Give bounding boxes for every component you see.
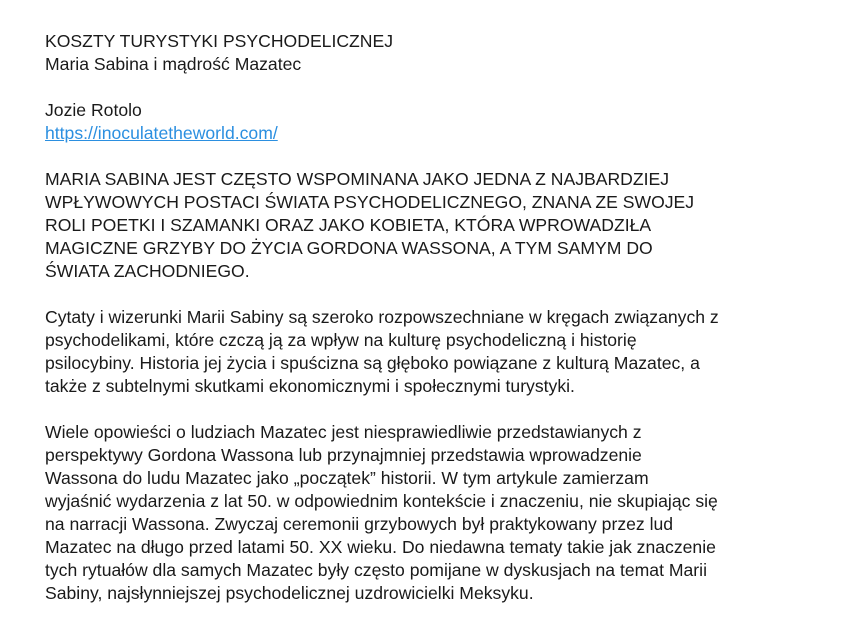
paragraph-line: wyjaśnić wydarzenia z lat 50. w odpowiednim kontekście i znaczeniu, nie skupiając się [45,491,718,511]
article-title: KOSZTY TURYSTYKI PSYCHODELICZNEJ [45,31,394,51]
paragraph-line: psychodelikami, które czczą ją za wpływ na kulturę psychodeliczną i historię [45,330,637,350]
lead-line: ŚWIATA ZACHODNIEGO. [45,261,250,281]
paragraph-line: na narracji Wassona. Zwyczaj ceremonii grzybowych był praktykowany przez lud [45,514,674,534]
paragraph-line: perspektywy Gordona Wassona lub przynajmniej przedstawia wprowadzenie [45,445,642,465]
lead-line: MAGICZNE GRZYBY DO ŻYCIA GORDONA WASSONA, A TYM SAMYM DO [45,238,653,258]
paragraph-line: także z subtelnymi skutkami ekonomicznymi i społecznymi turystyki. [45,376,575,396]
lead-line: ROLI POETKI I SZAMANKI ORAZ JAKO KOBIETA, KTÓRA WPROWADZIŁA [45,215,652,235]
spacer [45,398,845,421]
article-subtitle: Maria Sabina i mądrość Mazatec [45,54,302,74]
website-link[interactable]: https://inoculatetheworld.com/ [45,123,278,143]
body-paragraph-2 [45,421,845,605]
paragraph-line: psilocybiny. Historia jej życia i spuścizna są głęboko powiązane z kulturą Mazatec, a [45,353,700,373]
spacer [45,76,845,99]
article-author: Jozie Rotolo [45,100,142,120]
document [45,30,845,605]
lead-paragraph [45,168,845,283]
paragraph-line: Mazatec na długo przed latami 50. XX wieku. Do niedawna tematy takie jak znaczenie [45,537,716,557]
paragraph-line: Cytaty i wizerunki Marii Sabiny są szeroko rozpowszechniane w kręgach związanych z [45,307,719,327]
spacer [45,283,845,306]
paragraph-line: Wassona do ludu Mazatec jako „początek” historii. W tym artykule zamierzam [45,468,649,488]
lead-line: MARIA SABINA JEST CZĘSTO WSPOMINANA JAKO JEDNA Z NAJBARDZIEJ [45,169,670,189]
paragraph-line: tych rytuałów dla samych Mazatec były często pomijane w dyskusjach na temat Marii [45,560,707,580]
lead-line: WPŁYWOWYCH POSTACI ŚWIATA PSYCHODELICZNEGO, ZNANA ZE SWOJEJ [45,192,695,212]
body-paragraph-1 [45,306,845,398]
paragraph-line: Sabiny, najsłynniejszej psychodelicznej uzdrowicielki Meksyku. [45,583,534,603]
spacer [45,145,845,168]
paragraph-line: Wiele opowieści o ludziach Mazatec jest niesprawiedliwie przedstawianych z [45,422,642,442]
